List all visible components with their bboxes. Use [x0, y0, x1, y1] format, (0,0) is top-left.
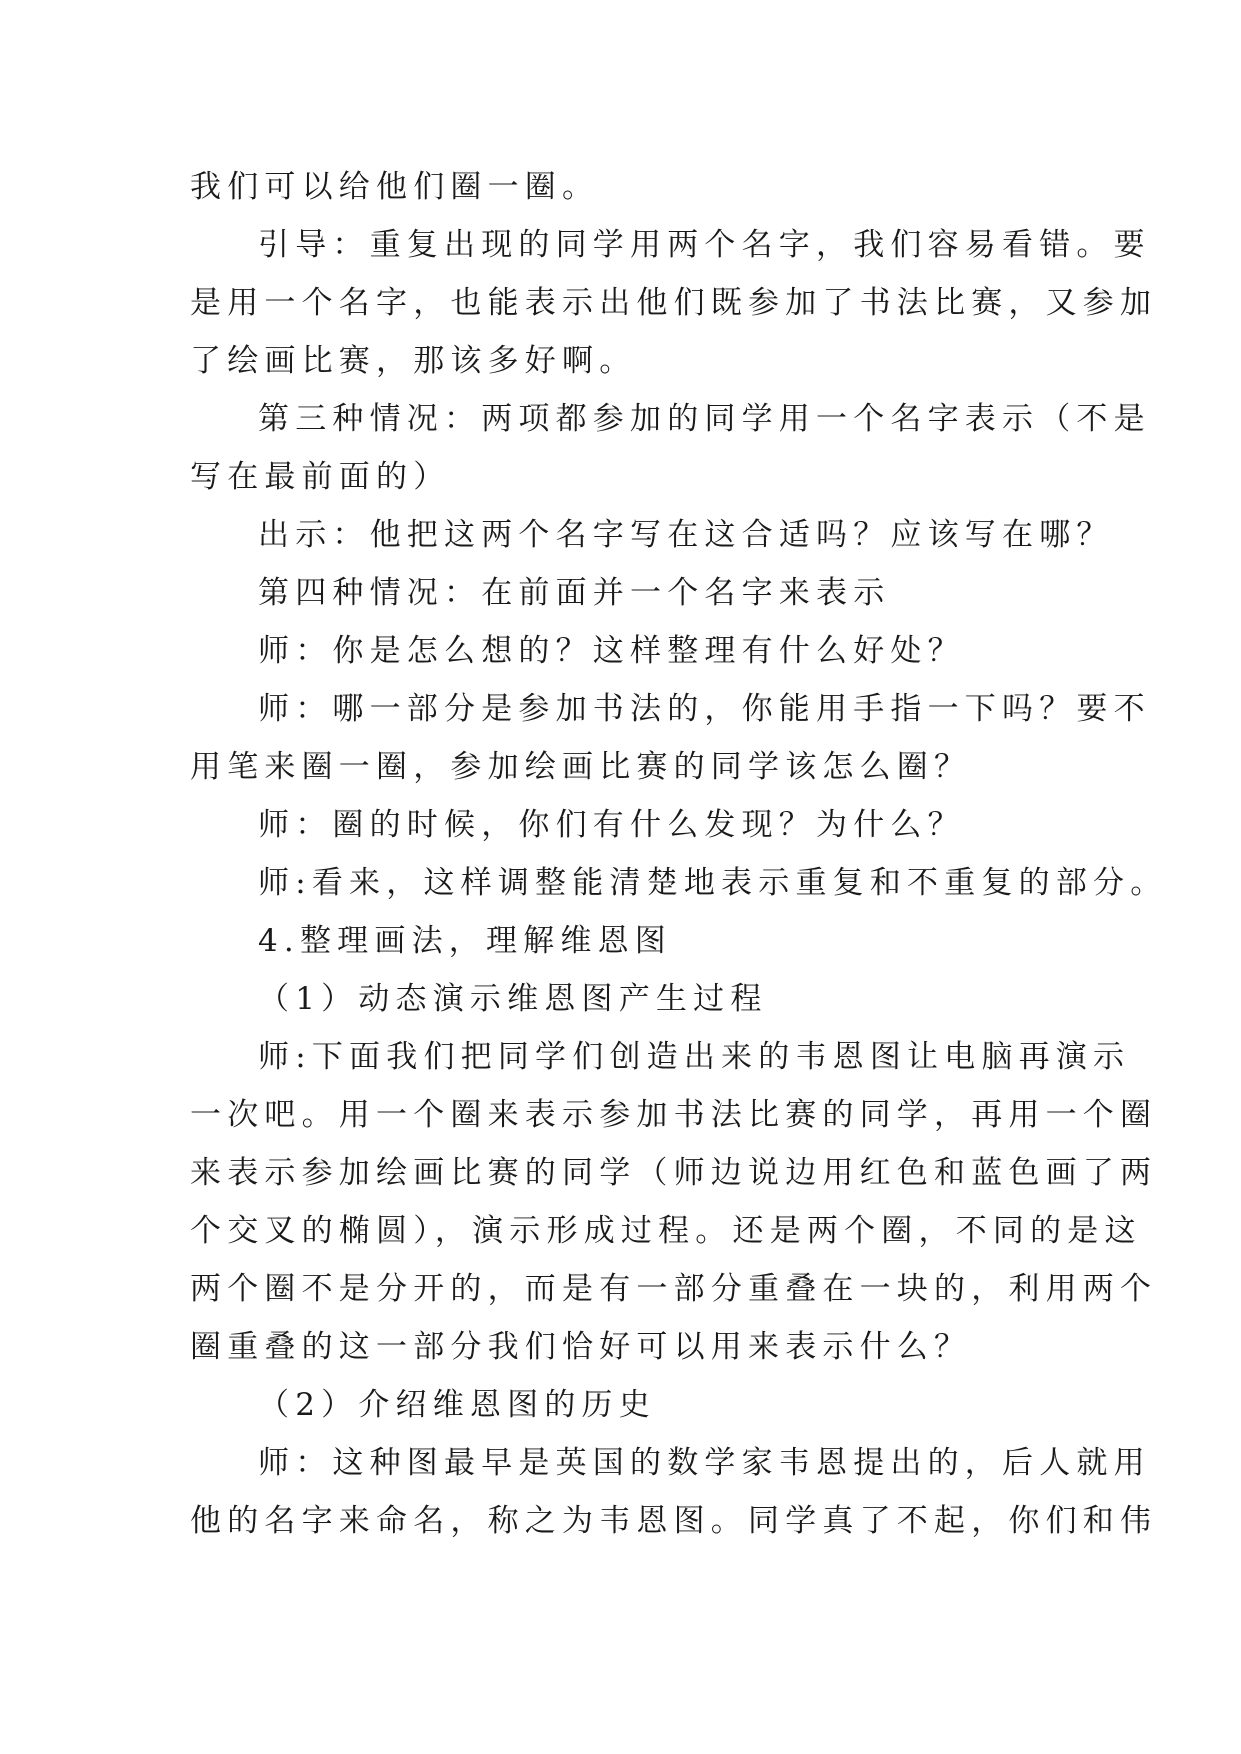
paragraph-line: 出示：他把这两个名字写在这合适吗？应该写在哪？ — [258, 517, 1114, 553]
paragraph-line: 师：哪一部分是参加书法的，你能用手指一下吗？要不 — [258, 691, 1151, 727]
paragraph-line: 一次吧。用一个圈来表示参加书法比赛的同学，再用一个圈 — [190, 1097, 1158, 1133]
subsection-heading: （1）动态演示维恩图产生过程 — [258, 981, 768, 1017]
section-heading: 4.整理画法，理解维恩图 — [258, 923, 672, 959]
paragraph-line: 写在最前面的） — [190, 459, 451, 495]
paragraph-line: 个交叉的椭圆），演示形成过程。还是两个圈，不同的是这 — [190, 1213, 1142, 1249]
paragraph-line: 师：这种图最早是英国的数学家韦恩提出的，后人就用 — [258, 1445, 1151, 1481]
paragraph-line: 他的名字来命名，称之为韦恩图。同学真了不起，你们和伟 — [190, 1503, 1158, 1539]
paragraph-line: 用笔来圈一圈，参加绘画比赛的同学该怎么圈？ — [190, 749, 972, 785]
paragraph-line: 师：你是怎么想的？这样整理有什么好处？ — [258, 633, 965, 669]
paragraph-line: 引导：重复出现的同学用两个名字，我们容易看错。要 — [258, 227, 1151, 263]
paragraph-line: 来表示参加绘画比赛的同学（师边说边用红色和蓝色画了两 — [190, 1155, 1158, 1191]
paragraph-line: 第三种情况：两项都参加的同学用一个名字表示（不是 — [258, 401, 1151, 437]
subsection-heading: （2）介绍维恩图的历史 — [258, 1387, 656, 1423]
paragraph-line: 师:下面我们把同学们创造出来的韦恩图让电脑再演示 — [258, 1039, 1131, 1075]
paragraph-line: 了绘画比赛，那该多好啊。 — [190, 343, 637, 379]
paragraph-line: 两个圈不是分开的，而是有一部分重叠在一块的，利用两个 — [190, 1271, 1158, 1307]
paragraph-line: 第四种情况：在前面并一个名字来表示 — [258, 575, 891, 611]
paragraph-line: 我们可以给他们圈一圈。 — [190, 169, 600, 205]
paragraph-line: 师：圈的时候，你们有什么发现？为什么？ — [258, 807, 965, 843]
paragraph-line: 师:看来，这样调整能清楚地表示重复和不重复的部分。 — [258, 865, 1168, 901]
paragraph-line: 圈重叠的这一部分我们恰好可以用来表示什么？ — [190, 1329, 972, 1365]
paragraph-line: 是用一个名字，也能表示出他们既参加了书法比赛，又参加 — [190, 285, 1158, 321]
document-body — [190, 158, 1168, 1550]
